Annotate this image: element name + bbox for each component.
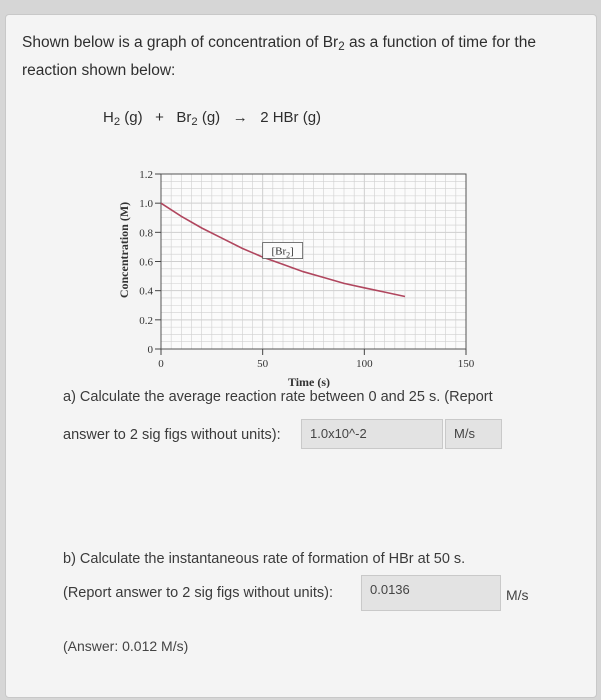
plus-sign: +: [155, 109, 164, 126]
x-tick-label: 150: [457, 358, 475, 370]
y-axis-label: Concentration (M): [117, 201, 131, 299]
part-a-line1: a) Calculate the average reaction rate between 0 and 25 s. (Report: [63, 389, 493, 405]
part-a-answer-value: 1.0x10^-2: [310, 426, 367, 441]
y-tick-label: 0.4: [139, 285, 153, 298]
y-tick-label: 0: [147, 344, 153, 356]
part-b-answer-field[interactable]: [361, 575, 501, 611]
product-hbr: 2 HBr (g): [260, 109, 322, 126]
part-a-line2: answer to 2 sig figs without units):: [63, 427, 281, 443]
y-tick-label: 0.2: [139, 314, 153, 327]
reactant-br-subscript: 2: [191, 116, 198, 128]
answer-note: (Answer: 0.012 M/s): [63, 638, 189, 654]
x-tick-label: 100: [356, 358, 373, 370]
reactant-h-subscript: 2: [113, 116, 121, 128]
question-intro: [22, 31, 582, 83]
reactant-br-state: (g): [197, 109, 221, 126]
y-tick-label: 0.8: [139, 227, 153, 240]
series-label: $[Br_2]$: [271, 245, 294, 260]
intro-prefix: Shown below is a graph of concentration of Br: [22, 34, 339, 51]
x-tick-label: 0: [158, 358, 164, 370]
part-b-units: M/s: [506, 587, 529, 603]
reaction-arrow: →: [232, 109, 248, 126]
reactant-br: Br: [176, 109, 192, 126]
x-tick-label: 50: [257, 358, 269, 370]
reactant-h-state: (g): [120, 109, 143, 126]
part-a-units: M/s: [454, 426, 475, 441]
part-a-units-field: [445, 419, 502, 449]
part-b-line1: b) Calculate the instantaneous rate of formation of HBr at 50 s.: [63, 551, 466, 567]
y-tick-label: 1.2: [139, 169, 153, 181]
intro-suffix: as a function of time for the reaction shown below:: [22, 34, 536, 79]
part-b-line2: (Report answer to 2 sig figs without units):: [63, 585, 333, 601]
x-axis-label: Time (s): [287, 375, 331, 388]
reactant-h: H: [103, 109, 114, 126]
y-tick-label: 1.0: [139, 198, 153, 211]
intro-subscript: 2: [338, 40, 345, 53]
part-b-answer-value: 0.0136: [370, 582, 410, 597]
reaction-equation: [103, 109, 321, 128]
y-tick-label: 0.6: [139, 256, 153, 269]
part-a-answer-field[interactable]: [301, 419, 443, 449]
concentration-chart: [101, 158, 491, 388]
question-card: [5, 14, 597, 698]
